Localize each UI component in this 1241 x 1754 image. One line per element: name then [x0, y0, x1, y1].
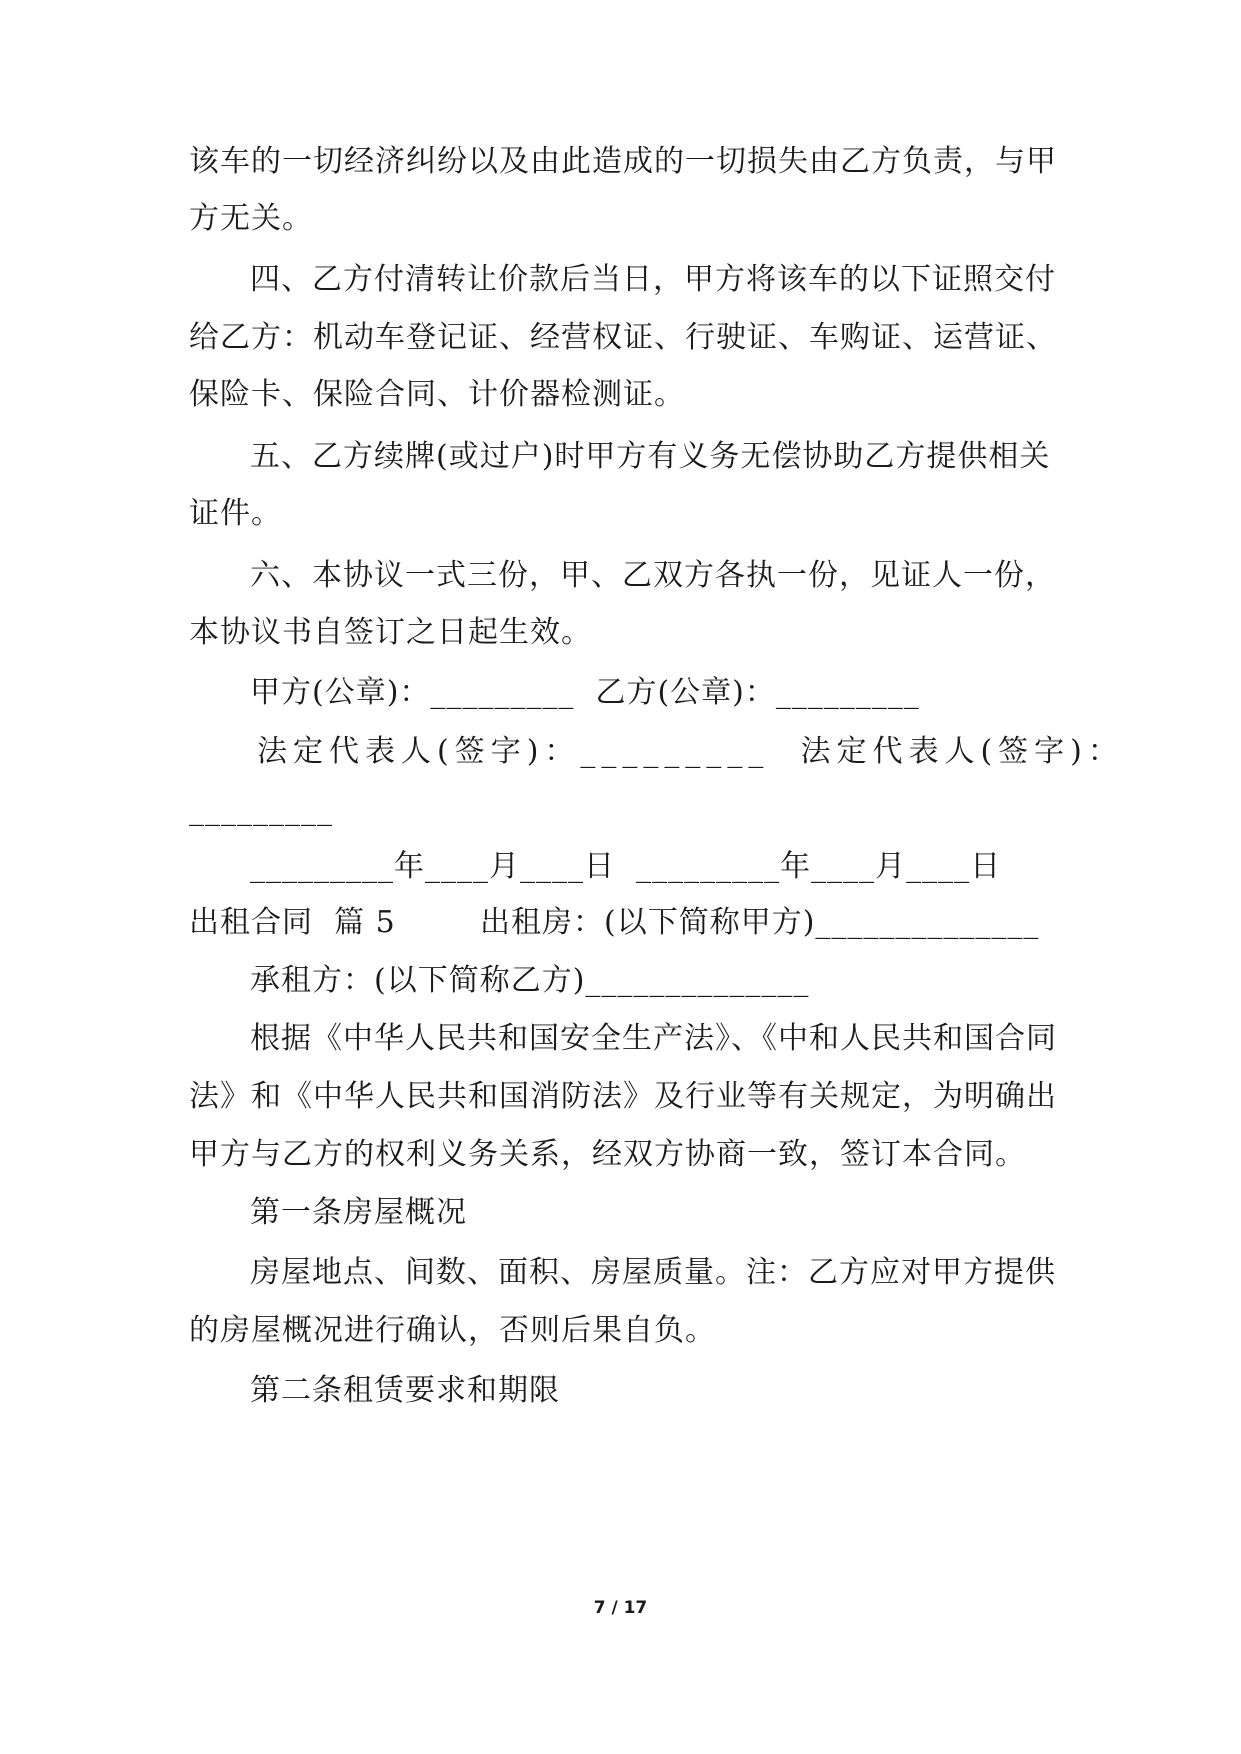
- paragraph-line: 房屋地点、间数、面积、房屋质量。注：乙方应对甲方提供: [250, 1255, 1056, 1290]
- paragraph-line: 给乙方：机动车登记证、经营权证、行驶证、车购证、运营证、: [189, 320, 1057, 355]
- paragraph-line: 证件。: [189, 496, 282, 531]
- lessee-line: 承租方：(以下简称乙方)______________: [250, 963, 810, 998]
- paragraph-line: 该车的一切经济纠纷以及由此造成的一切损失由乙方负责，与甲: [189, 144, 1057, 179]
- paragraph-line: 法》和《中华人民共和国消防法》及行业等有关规定，为明确出: [189, 1079, 1057, 1114]
- clause-four: 四、乙方付清转让价款后当日，甲方将该车的以下证照交付: [250, 262, 1056, 297]
- paragraph-line: 根据《中华人民共和国安全生产法》、《中和人民共和国合同: [250, 1021, 1057, 1056]
- clause-six: 六、本协议一式三份，甲、乙双方各执一份，见证人一份，: [250, 558, 1056, 593]
- page-number: 7 / 17: [593, 1598, 648, 1618]
- article-two-title: 第二条租赁要求和期限: [250, 1373, 560, 1408]
- paragraph-line: 方无关。: [189, 201, 313, 236]
- date-line: _________年____月____日 _________年____月____日: [250, 849, 1002, 884]
- paragraph-line: 的房屋概况进行确认，否则后果自负。: [189, 1313, 716, 1348]
- paragraph-line: 甲方与乙方的权利义务关系，经双方协商一致，签订本合同。: [189, 1137, 1026, 1172]
- seal-line: 甲方(公章)：_________ 乙方(公章)：_________: [250, 675, 920, 710]
- clause-five: 五、乙方续牌(或过户)时甲方有义务无偿协助乙方提供相关: [250, 439, 1051, 474]
- signature-blank: _________: [189, 792, 333, 827]
- contract-heading: 出租合同 篇 5 出租房：(以下简称甲方)______________: [189, 905, 1040, 940]
- article-one-title: 第一条房屋概况: [250, 1195, 467, 1230]
- paragraph-line: 保险卡、保险合同、计价器检测证。: [189, 377, 685, 412]
- paragraph-line: 本协议书自签订之日起生效。: [189, 615, 592, 650]
- signature-line: 法定代表人(签字)：_________ 法定代表人(签字)：: [257, 734, 1124, 769]
